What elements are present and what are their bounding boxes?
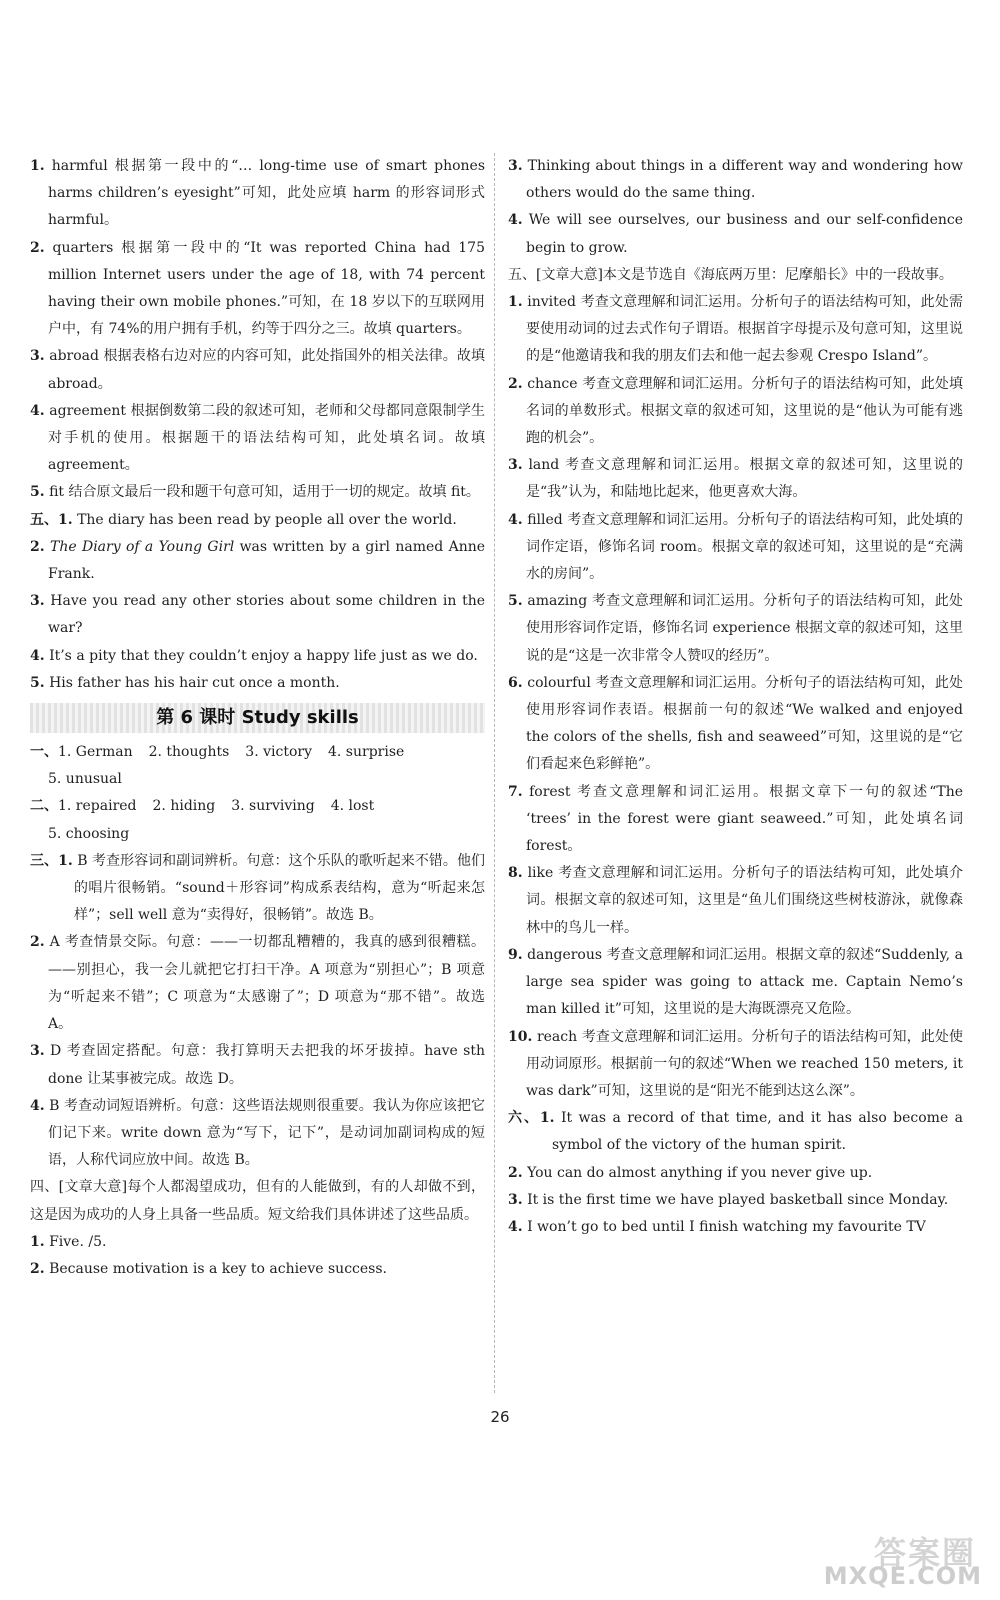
item-text: Thinking about things in a different way and wondering how others would do the same thing.: [526, 158, 963, 202]
left-column: [30, 153, 485, 1283]
answer-item: [508, 1024, 963, 1106]
answer-item: [508, 371, 963, 453]
item-text: The diary has been read by people all over the world.: [77, 511, 457, 528]
item-number: 4.: [30, 402, 45, 419]
answer-item: [508, 779, 963, 861]
item-text: His father has his hair cut once a month.: [49, 674, 340, 691]
answer-row: [30, 739, 485, 766]
answer-item: [508, 207, 963, 261]
column-divider: [494, 153, 495, 1393]
item-number: 9.: [508, 946, 523, 963]
item-text: We will see ourselves, our business and our self-confidence begin to grow.: [526, 212, 963, 256]
answer-item: [508, 860, 963, 942]
answer-word: 1. repaired: [58, 798, 137, 815]
item-number: 4.: [508, 212, 523, 229]
item-number: 4.: [30, 647, 45, 664]
item-text: It is the first time we have played basketball since Monday.: [527, 1191, 949, 1208]
item-number: 10.: [508, 1028, 533, 1045]
item-text: I won’t go to bed until I finish watching my favourite TV: [527, 1218, 926, 1235]
answer-item: [508, 452, 963, 506]
item-number: 1.: [508, 294, 523, 311]
item-text: D 考查固定搭配。句意：我打算明天去把我的坏牙拔掉。have sth done 让某事被完成。故选 D。: [48, 1043, 485, 1087]
answer-item: [30, 1093, 485, 1175]
section-number: 二、: [30, 798, 58, 815]
item-text: land 考查文意理解和词汇运用。根据文章的叙述可知，这里说的是“我”认为，和陆地比起来，他更喜欢大海。: [526, 457, 963, 501]
page-number: 26: [490, 1408, 510, 1426]
item-number: 4.: [508, 511, 523, 528]
answer-item: [30, 643, 485, 670]
answer-item: [508, 1105, 963, 1159]
item-number: 5.: [508, 593, 523, 610]
item-text: Because motivation is a key to achieve success.: [49, 1260, 387, 1277]
answer-item: [508, 507, 963, 589]
answer-item: [30, 848, 485, 930]
section-intro: 四、[文章大意]每个人都渴望成功，但有的人能做到，有的人却做不到，这是因为成功的人身上具备一些品质。短文给我们具体讲述了这些品质。: [30, 1179, 485, 1223]
section-number: 一、: [30, 744, 58, 761]
section-heading-text: 第 6 课时 Study skills: [156, 707, 359, 729]
item-number: 4.: [508, 1218, 523, 1235]
item-number: 2.: [30, 239, 45, 256]
answer-item: [30, 670, 485, 697]
section-intro: 五、[文章大意]本文是节选自《海底两万里：尼摩船长》中的一段故事。: [508, 266, 953, 283]
answer-word: 4. lost: [330, 798, 375, 815]
item-number: 3.: [508, 158, 523, 174]
item-text: Have you read any other stories about some children in the war?: [48, 593, 485, 637]
answer-item: [30, 1229, 485, 1256]
answer-item: [30, 507, 485, 534]
answer-item: [30, 588, 485, 642]
answer-item: [508, 1214, 963, 1241]
answer-word: 2. thoughts: [148, 744, 230, 761]
item-text: filled 考查文意理解和词汇运用。分析句子的语法结构可知，此处填的词作定语，修饰名词 room。根据文章的叙述可知，这里说的是“充满水的房间”。: [526, 511, 963, 583]
answer-word: 5. choosing: [48, 825, 130, 842]
item-text: forest 考查文意理解和词汇运用。根据文章下一句的叙述“The ‘trees’ in the forest were giant seaweed.”可知，此处填名词 forest。: [526, 783, 963, 855]
item-number: 8.: [508, 865, 523, 882]
answer-item: [508, 289, 963, 371]
answer-item: [30, 1256, 485, 1283]
item-number: 5.: [30, 674, 45, 691]
item-text: abroad 根据表格右边对应的内容可知，此处指国外的相关法律。故填 abroad。: [48, 348, 486, 392]
item-number: 2.: [30, 934, 45, 951]
item-text: quarters 根据第一段中的“It was reported China had 175 million Internet users under the age of 18, with 74 percent having their own mobile phones.”可知，在 18 岁以下的互联网用户中，有 74%的用户拥有手机，约等于四分之三。故填 quarters。: [48, 239, 486, 338]
right-column: [508, 153, 963, 1241]
item-text: was written by a girl named Anne Frank.: [48, 538, 486, 583]
answer-item: [30, 235, 485, 344]
item-number: 1.: [30, 158, 45, 174]
book-title: The Diary of a Young Girl: [49, 538, 235, 555]
item-text: colourful 考查文意理解和词汇运用。分析句子的语法结构可知，此处使用形容词作表语。根据前一句的叙述“We walked and enjoyed the colors of the shells, fish and seaweed”可知，这里说的是“它们看起来色彩鲜艳”。: [526, 674, 964, 773]
answer-word: 3. victory: [245, 744, 312, 761]
item-number: 1.: [30, 1233, 45, 1250]
answer-item: [30, 153, 485, 235]
item-text: fit 结合原文最后一段和题干句意可知，适用于一切的规定。故填 fit。: [49, 484, 480, 501]
item-text: B 考查动词短语辨析。句意：这些语法规则很重要。我认为你应该把它们记下来。write down 意为“写下，记下”，是动词加副词构成的短语，人称代词应放中间。故选 B。: [48, 1097, 485, 1169]
item-text: harmful 根据第一段中的“… long-time use of smart phones harms children’s eyesight”可知，此处应填 harm 的形容词形式 harmful。: [48, 158, 486, 229]
answer-item: [508, 153, 963, 207]
answer-item: [30, 534, 485, 588]
item-number: 5.: [30, 484, 45, 501]
watermark-url: MXQE.COM: [823, 1562, 982, 1590]
answer-row: [30, 821, 485, 848]
item-text: like 考查文意理解和词汇运用。分析句子的语法结构可知，此处填介词。根据文章的叙述可知，这里是“鱼儿们围绕这些树枝游泳，就像森林中的鸟儿一样。: [526, 865, 963, 936]
item-text: agreement 根据倒数第二段的叙述可知，老师和父母都同意限制学生对手机的使用。根据题干的语法结构可知，此处填名词。故填 agreement。: [48, 402, 485, 474]
item-text: dangerous 考查文意理解和词汇运用。根据文章的叙述“Suddenly, a large sea spider was going to attack me. Captain Nemo’s man killed it”可知，这里说的是大海既漂亮又危险。: [526, 946, 964, 1018]
item-number: 2.: [508, 375, 523, 392]
answer-item: [30, 398, 485, 480]
item-number: 3.: [508, 1191, 523, 1208]
item-text: It’s a pity that they couldn’t enjoy a happy life just as we do.: [49, 647, 478, 664]
answer-word: 1. German: [58, 744, 133, 761]
item-text: reach 考查文意理解和词汇运用。分析句子的语法结构可知，此处使用动词原形。根据前一句的叙述“When we reached 150 meters, it was dark”可知，这里说的是“阳光不能到达这么深”。: [526, 1028, 963, 1099]
item-text: It was a record of that time, and it has also become a symbol of the victory of the human spirit.: [552, 1110, 964, 1154]
item-number: 3.: [30, 1043, 45, 1060]
item-number: 2.: [508, 1164, 523, 1181]
item-number: 三、1.: [30, 852, 73, 869]
item-text: invited 考查文意理解和词汇运用。分析句子的语法结构可知，此处需要使用动词的过去式作句子谓语。根据首字母提示及句意可知，这里说的是“他邀请我和我的朋友们去和他一起去参观 Crespo Island”。: [526, 294, 964, 365]
item-text: You can do almost anything if you never give up.: [527, 1164, 873, 1181]
answer-word: 4. surprise: [328, 744, 405, 761]
item-text: A 考查情景交际。句意：——一切都乱糟糟的，我真的感到很糟糕。——别担心，我一会儿就把它打扫干净。A 项意为“别担心”；B 项意为“听起来不错”；C 项意为“太感谢了”；D 项意为“那不错”。故选 A。: [48, 934, 485, 1033]
answer-item: [508, 1160, 963, 1187]
item-number: 2.: [30, 1260, 45, 1277]
answer-item: [508, 942, 963, 1024]
watermark-text: 答案圈: [873, 1534, 976, 1572]
answer-row: [30, 766, 485, 793]
answer-item: [30, 1038, 485, 1092]
section-heading: [30, 703, 485, 733]
watermark-logo: [792, 1528, 982, 1590]
answer-word: 3. surviving: [231, 798, 315, 815]
item-number: 五、1.: [30, 511, 73, 528]
item-text: B 考查形容词和副词辨析。句意：这个乐队的歌听起来不错。他们的唱片很畅销。“sound＋形容词”构成系表结构，意为“听起来怎样”；sell well 意为“卖得好，很畅销”。故选 B。: [74, 852, 485, 924]
item-number: 六、1.: [508, 1110, 555, 1127]
item-number: 2.: [30, 538, 45, 555]
answer-item: [508, 1187, 963, 1214]
item-number: 3.: [30, 593, 45, 610]
answer-item: [30, 479, 485, 506]
item-text: chance 考查文意理解和词汇运用。分析句子的语法结构可知，此处填名词的单数形式。根据文章的叙述可知，这里说的是“他认为可能有逃跑的机会”。: [526, 375, 963, 447]
item-number: 7.: [508, 783, 523, 800]
item-number: 3.: [30, 348, 45, 365]
item-number: 4.: [30, 1097, 45, 1114]
answer-item: [508, 670, 963, 779]
answer-item: [30, 929, 485, 1038]
item-text: amazing 考查文意理解和词汇运用。分析句子的语法结构可知，此处使用形容词作定语，修饰名词 experience 根据文章的叙述可知，这里说的是“这是一次非常令人赞叹的经历”。: [526, 593, 963, 664]
item-text: Five. /5.: [49, 1233, 107, 1250]
answer-item: [508, 588, 963, 670]
item-number: 6.: [508, 674, 523, 691]
answer-row: [30, 793, 485, 820]
answer-word: 2. hiding: [152, 798, 216, 815]
item-number: 3.: [508, 457, 523, 474]
answer-word: 5. unusual: [48, 771, 122, 788]
answer-item: [30, 343, 485, 397]
